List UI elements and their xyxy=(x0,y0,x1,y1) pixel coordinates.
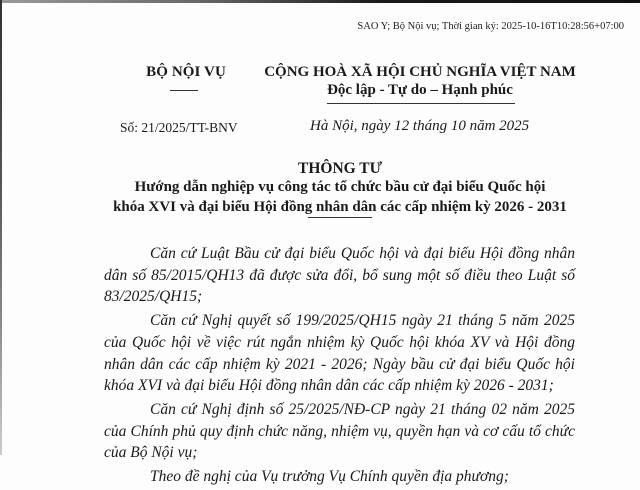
subject-line-2: khóa XVI và đại biểu Hội đồng nhân dân các cấp nhiệm kỳ 2026 - 2031 xyxy=(113,198,567,215)
scan-top-edge xyxy=(0,0,640,3)
place-and-date: Hà Nội, ngày 12 tháng 10 năm 2025 xyxy=(310,118,530,134)
motto-underline xyxy=(327,103,515,104)
title-underline xyxy=(308,217,372,218)
subject-line-1: Hướng dẫn nghiệp vụ công tác tổ chức bầu cử đại biểu Quốc hội xyxy=(134,179,546,195)
agency-underline xyxy=(170,90,198,91)
national-motto: Độc lập - Tự do – Hạnh phúc xyxy=(327,82,513,98)
issuing-agency: BỘ NỘI VỤ xyxy=(146,64,226,80)
digital-signature-stamp: SAO Y; Bộ Nội vụ; Thời gian ký: 2025-10-16T10:28:56+07:00 xyxy=(357,21,624,32)
scan-left-edge xyxy=(0,0,2,455)
preamble-paragraph: Căn cứ Nghị quyết số 199/2025/QH15 ngày 21 tháng 5 năm 2025 của Quốc hội về việc rút ngắn nhiệm kỳ Quốc hội khóa XV và Hội đồng nhân dân các cấp nhiệm kỳ 2021 - 2026; Ngày bầu cử đại biểu Quốc hội khóa XVI và đại biểu Hội đồng nhân dân các cấp nhiệm kỳ 2026 - 2031; xyxy=(104,312,575,395)
preamble-paragraph: Căn cứ Nghị định số 25/2025/NĐ-CP ngày 21 tháng 02 năm 2025 của Chính phủ quy định chức năng, nhiệm vụ, quyền hạn và cơ cấu tổ chức của Bộ Nội vụ; xyxy=(104,400,575,462)
preamble-paragraph: Theo đề nghị của Vụ trưởng Vụ Chính quyền địa phương; xyxy=(150,468,509,486)
preamble xyxy=(104,243,575,490)
document-subject xyxy=(100,178,580,217)
preamble-paragraph: Căn cứ Luật Bầu cử đại biểu Quốc hội và đại biểu Hội đồng nhân dân số 85/2015/QH13 đã được sửa đổi, bổ sung một số điều theo Luật số 83/2025/QH15; xyxy=(104,245,575,306)
document-type: THÔNG TƯ xyxy=(298,160,382,177)
national-title: CỘNG HOÀ XÃ HỘI CHỦ NGHĨA VIỆT NAM xyxy=(264,64,576,80)
document-number: Số: 21/2025/TT-BNV xyxy=(120,120,238,135)
